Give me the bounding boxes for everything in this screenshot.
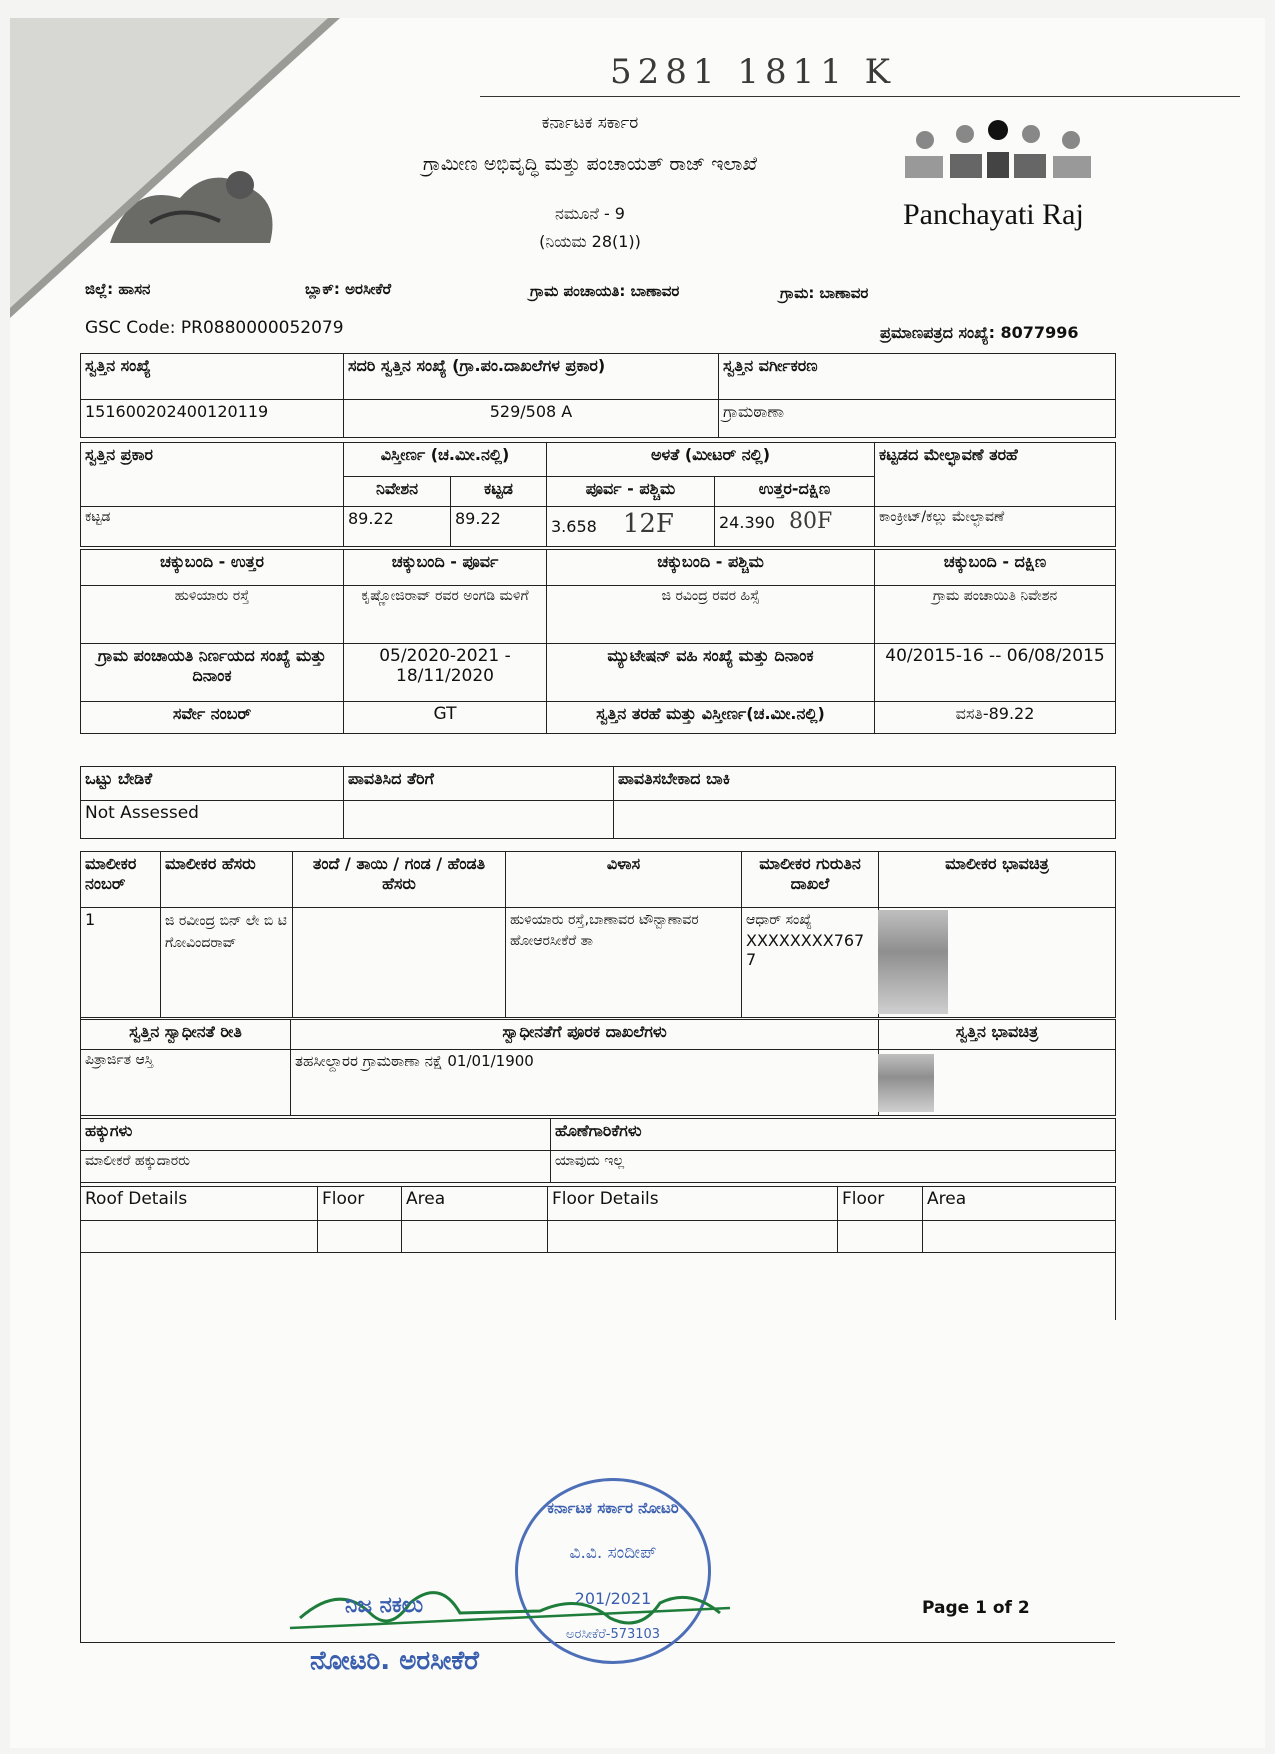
east-west-cell <box>547 507 715 547</box>
total-demand-value: Not Assessed <box>81 801 344 839</box>
header-property-photo: ಸ್ವತ್ತಿನ ಭಾವಚಿತ್ರ <box>879 1020 1116 1050</box>
north-south-handwritten: 80F <box>788 509 833 534</box>
paid-tax-value <box>344 801 614 839</box>
header-relevant-number: ಸದರಿ ಸ್ವತ್ತಿನ ಸಂಖ್ಯೆ (ಗ್ರಾ.ಪಂ.ದಾಖಲೆಗಳ ಪ್ರಕಾರ) <box>344 354 719 400</box>
stamp-name: ವಿ.ವಿ. ಸಂದೀಪ್ <box>569 1543 657 1563</box>
header-measurement: ಅಳತೆ (ಮೀಟರ್ ನಲ್ಲಿ) <box>547 443 875 477</box>
header-boundary-south: ಚಕ್ಕುಬಂದಿ - ದಕ್ಷಿಣ <box>875 550 1116 586</box>
owner-table <box>80 851 1116 1018</box>
classification-value: ಗ್ರಾಮಠಾಣಾ <box>719 400 1116 438</box>
relevant-number-value: 529/508 A <box>344 400 719 438</box>
left-border <box>80 853 81 1643</box>
header-rights: ಹಕ್ಕುಗಳು <box>81 1119 551 1151</box>
district-label: ಜಿಲ್ಲೆ: ಹಾಸನ <box>85 280 151 298</box>
gp-resolution-value: 05/2020-2021 - 18/11/2020 <box>344 644 547 702</box>
form-number: ನಮೂನೆ - 9 <box>555 204 625 223</box>
tax-table <box>80 766 1116 839</box>
gsc-code: GSC Code: PR0880000052079 <box>85 318 344 338</box>
mutation-value: 40/2015-16 -- 06/08/2015 <box>875 644 1116 702</box>
header-roof-floor: Floor <box>318 1187 402 1221</box>
header-address: ವಿಳಾಸ <box>506 852 742 908</box>
header-boundary-west: ಚಕ್ಕುಬಂದಿ - ಪಶ್ಚಿಮ <box>547 550 875 586</box>
header-property-type: ಸ್ವತ್ತಿನ ಪ್ರಕಾರ <box>81 443 344 507</box>
document-sheet <box>10 18 1265 1748</box>
header-floor-floor: Floor <box>838 1187 923 1221</box>
header-owner-id: ಮಾಲೀಕರ ಗುರುತಿನ ದಾಖಲೆ <box>742 852 879 908</box>
boundaries-table <box>80 549 1116 734</box>
boundary-south-value: ಗ್ರಾಮ ಪಂಚಾಯಿತಿ ನಿವೇಶನ <box>875 586 1116 644</box>
certificate-number: ಪ್ರಮಾಣಪತ್ರದ ಸಂಖ್ಯೆ: 8077996 <box>880 323 1079 342</box>
header-roof-area: Area <box>402 1187 548 1221</box>
east-west-value: 3.658 <box>551 517 597 536</box>
rights-table <box>80 1118 1116 1183</box>
owner-id-type: ಆಧಾರ್ ಸಂಖ್ಯೆ <box>746 912 812 928</box>
header-gp-resolution: ಗ್ರಾಮ ಪಂಚಾಯತಿ ನಿರ್ಣಯದ ಸಂಖ್ಯೆ ಮತ್ತು ದಿನಾಂಕ <box>81 644 344 702</box>
property-number-table <box>80 353 1116 438</box>
north-south-cell <box>715 507 875 547</box>
header-mutation: ಮ್ಯುಟೇಷನ್ ವಹಿ ಸಂಖ್ಯೆ ಮತ್ತು ದಿನಾಂಕ <box>547 644 875 702</box>
header-owner-name: ಮಾಲೀಕರ ಹೆಸರು <box>161 852 293 908</box>
stamp-outer-text: ಕರ್ನಾಟಕ ಸರ್ಕಾರ ನೋಟರಿ <box>547 1499 679 1517</box>
department-title: ಗ್ರಾಮೀಣ ಅಭಿವೃದ್ಧಿ ಮತ್ತು ಪಂಚಾಯತ್ ರಾಜ್ ಇಲಾಖೆ <box>422 153 758 175</box>
header-floor-details: Floor Details <box>548 1187 838 1221</box>
floor-area-value <box>923 1221 1116 1253</box>
owner-photo <box>878 910 948 1014</box>
property-type-value: ಕಟ್ಟಡ <box>81 507 344 547</box>
property-photo <box>878 1054 934 1112</box>
owner-number-value: 1 <box>81 908 161 1018</box>
header-property-number: ಸ್ವತ್ತಿನ ಸಂಖ್ಯೆ <box>81 354 344 400</box>
floor-details-value <box>548 1221 838 1253</box>
owner-id-cell <box>742 908 879 1018</box>
building-area-value: 89.22 <box>451 507 547 547</box>
stamp-place: ಅರಸೀಕೆರೆ-573103 <box>565 1627 661 1642</box>
rule-reference: (ನಿಯಮ 28(1)) <box>539 232 641 251</box>
header-area: ವಿಸ್ತೀರ್ಣ (ಚ.ಮೀ.ನಲ್ಲಿ) <box>344 443 547 477</box>
header-relation-name: ತಂದೆ / ತಾಯಿ / ಗಂಡ / ಹೆಂಡತಿ ಹೆಸರು <box>293 852 506 908</box>
relation-name-value <box>293 908 506 1018</box>
header-total-demand: ಒಟ್ಟು ಬೇಡಿಕೆ <box>81 767 344 801</box>
right-border <box>1115 1250 1116 1320</box>
boundary-east-value: ಕೃಷ್ಣೋಜಿರಾವ್ ರವರ ಅಂಗಡಿ ಮಳಿಗೆ <box>344 586 547 644</box>
header-roof-type: ಕಟ್ಟಡದ ಮೇಲ್ಛಾವಣೆ ತರಹೆ <box>875 443 1116 507</box>
roof-details-value <box>81 1221 318 1253</box>
possession-table <box>80 1019 1116 1116</box>
folded-corner-highlight <box>10 18 328 308</box>
header-owner-number: ಮಾಲೀಕರ ನಂಬರ್ <box>81 852 161 908</box>
owner-name-value: ಜಿ ರವೀಂದ್ರ ಬಿನ್ ಲೇ ಬಿ ಟಿ ಗೋವಿಂದರಾವ್ <box>161 908 293 1018</box>
possession-documents-value: ತಹಸೀಲ್ದಾರರ ಗ್ರಾಮಠಾಣಾ ನಕ್ಷೆ 01/01/1900 <box>291 1050 879 1116</box>
east-west-handwritten: 12F <box>622 509 674 539</box>
header-balance: ಪಾವತಿಸಬೇಕಾದ ಬಾಕಿ <box>614 767 1116 801</box>
north-south-value: 24.390 <box>719 513 775 532</box>
roof-area-value <box>402 1221 548 1253</box>
top-rule <box>480 96 1240 97</box>
panchayati-raj-logo-icon <box>895 118 1095 198</box>
header-possession-method: ಸ್ವತ್ತಿನ ಸ್ವಾಧೀನತೆ ರೀತಿ <box>81 1020 291 1050</box>
header-boundary-north: ಚಕ್ಕುಬಂದಿ - ಉತ್ತರ <box>81 550 344 586</box>
possession-method-value: ಪಿತ್ರಾರ್ಜಿತ ಆಸ್ತಿ <box>81 1050 291 1116</box>
boundary-north-value: ಹುಳಿಯಾರು ರಸ್ತೆ <box>81 586 344 644</box>
header-north-south: ಉತ್ತರ-ದಕ್ಷಿಣ <box>715 477 875 507</box>
boundary-west-value: ಜಿ ರವಿಂದ್ರ ರವರ ಹಿಸ್ಸೆ <box>547 586 875 644</box>
survey-number-value: GT <box>344 702 547 734</box>
page-number: Page 1 of 2 <box>922 1598 1030 1618</box>
roof-floor-details-table <box>80 1186 1116 1253</box>
handwritten-reference: 5281 1811 K <box>610 52 897 92</box>
attestation-text: ನಿಜ ನಕಲು <box>345 1593 424 1618</box>
notary-text: ನೋಟರಿ. ಅರಸೀಕೆರೆ <box>310 1646 479 1676</box>
header-floor-area: Area <box>923 1187 1116 1221</box>
header-paid-tax: ಪಾವತಿಸಿದ ತೆರಿಗೆ <box>344 767 614 801</box>
owner-address-value: ಹುಳಿಯಾರು ರಸ್ತೆ,ಬಾಣಾವರ ಟೌನ್ಬಾಣಾವರ ಹೋಆರಸೀಕೆರೆ ತಾ <box>506 908 742 1018</box>
header-building: ಕಟ್ಟಡ <box>451 477 547 507</box>
header-liabilities: ಹೊಣೆಗಾರಿಕೆಗಳು <box>551 1119 1116 1151</box>
header-boundary-east: ಚಕ್ಕುಬಂದಿ - ಪೂರ್ವ <box>344 550 547 586</box>
balance-value <box>614 801 1116 839</box>
site-area-value: 89.22 <box>344 507 451 547</box>
property-dimensions-table <box>80 442 1116 547</box>
liabilities-value: ಯಾವುದು ಇಲ್ಲ <box>551 1151 1116 1183</box>
village-label: ಗ್ರಾಮ: ಬಾಣಾವರ <box>780 284 869 302</box>
header-east-west: ಪೂರ್ವ - ಪಶ್ಚಿಮ <box>547 477 715 507</box>
header-property-type-area: ಸ್ವತ್ತಿನ ತರಹೆ ಮತ್ತು ವಿಸ್ತೀರ್ಣ(ಚ.ಮೀ.ನಲ್ಲಿ) <box>547 702 875 734</box>
owner-id-value: XXXXXXXX7677 <box>746 931 865 969</box>
property-type-area-value: ವಸತಿ-89.22 <box>875 702 1116 734</box>
roof-floor-value <box>318 1221 402 1253</box>
government-title: ಕರ್ನಾಟಕ ಸರ್ಕಾರ <box>541 113 639 133</box>
header-classification: ಸ್ವತ್ತಿನ ವರ್ಗೀಕರಣ <box>719 354 1116 400</box>
rights-value: ಮಾಲೀಕರೆ ಹಕ್ಕುದಾರರು <box>81 1151 551 1183</box>
header-site: ನಿವೇಶನ <box>344 477 451 507</box>
panchayati-raj-logo-text: Panchayati Raj <box>903 198 1084 231</box>
stamp-registration: 201/2021 <box>574 1589 652 1608</box>
header-roof-details: Roof Details <box>81 1187 318 1221</box>
block-label: ಬ್ಲಾಕ್: ಅರಸೀಕೆರೆ <box>305 280 392 298</box>
roof-type-value: ಕಾಂಕ್ರೀಟ್/ಕಲ್ಲು ಮೇಲ್ಛಾವಣೆ <box>875 507 1116 547</box>
floor-floor-value <box>838 1221 923 1253</box>
property-number-value: 151600202400120119 <box>81 400 344 438</box>
gram-panchayat-label: ಗ್ರಾಮ ಪಂಚಾಯತಿ: ಬಾಣಾವರ <box>530 282 680 300</box>
header-owner-photo: ಮಾಲೀಕರ ಭಾವಚಿತ್ರ <box>879 852 1116 908</box>
header-possession-documents: ಸ್ವಾಧೀನತೆಗೆ ಪೂರಕ ದಾಖಲೆಗಳು <box>291 1020 879 1050</box>
header-survey-number: ಸರ್ವೇ ನಂಬರ್ <box>81 702 344 734</box>
